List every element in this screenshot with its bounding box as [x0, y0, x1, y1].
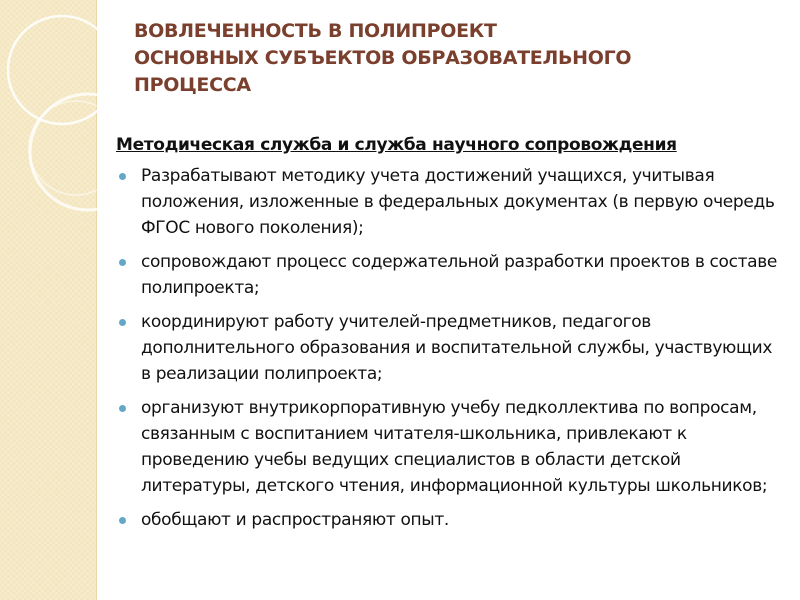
- bullet-text: обобщают и распространяют опыт.: [141, 510, 449, 530]
- title-line: ВОВЛЕЧЕННОСТЬ В ПОЛИПРОЕКТ: [134, 20, 497, 42]
- bullet-text: организуют внутрикорпоративную учебу педколлектива по вопросам, связанным с воспитанием читателя-школьника, привлекают к проведению учебы ведущих специалистов в области детской литературы, детского чтения, информационной культуры школьников;: [141, 398, 768, 496]
- bullet-dot-icon: [119, 259, 126, 266]
- bullet-text: Разрабатывают методику учета достижений учащихся, учитывая положения, изложенные в федеральных документах (в первую очередь ФГОС нового поколения);: [141, 166, 775, 238]
- slide-title: [134, 18, 774, 99]
- bullet-item: [116, 249, 782, 301]
- bullet-item: [116, 507, 782, 533]
- slide-content: [116, 132, 782, 541]
- title-line: ОСНОВНЫХ СУБЪЕКТОВ ОБРАЗОВАТЕЛЬНОГО: [134, 47, 632, 69]
- bullet-list: [116, 163, 782, 533]
- section-subheading: Методическая служба и служба научного сопровождения: [116, 135, 677, 155]
- title-line: ПРОЦЕССА: [134, 74, 251, 96]
- bullet-item: [116, 395, 782, 499]
- bullet-item: [116, 309, 782, 387]
- bullet-item: [116, 163, 782, 241]
- bullet-text: сопровождают процесс содержательной разработки проектов в составе полипроекта;: [141, 252, 778, 298]
- bullet-text: координируют работу учителей-предметников, педагогов дополнительного образования и воспитательной службы, участвующих в реализации полипроекта;: [141, 312, 773, 384]
- bullet-dot-icon: [119, 517, 126, 524]
- bullet-dot-icon: [119, 405, 126, 412]
- bullet-dot-icon: [119, 319, 126, 326]
- bullet-dot-icon: [119, 173, 126, 180]
